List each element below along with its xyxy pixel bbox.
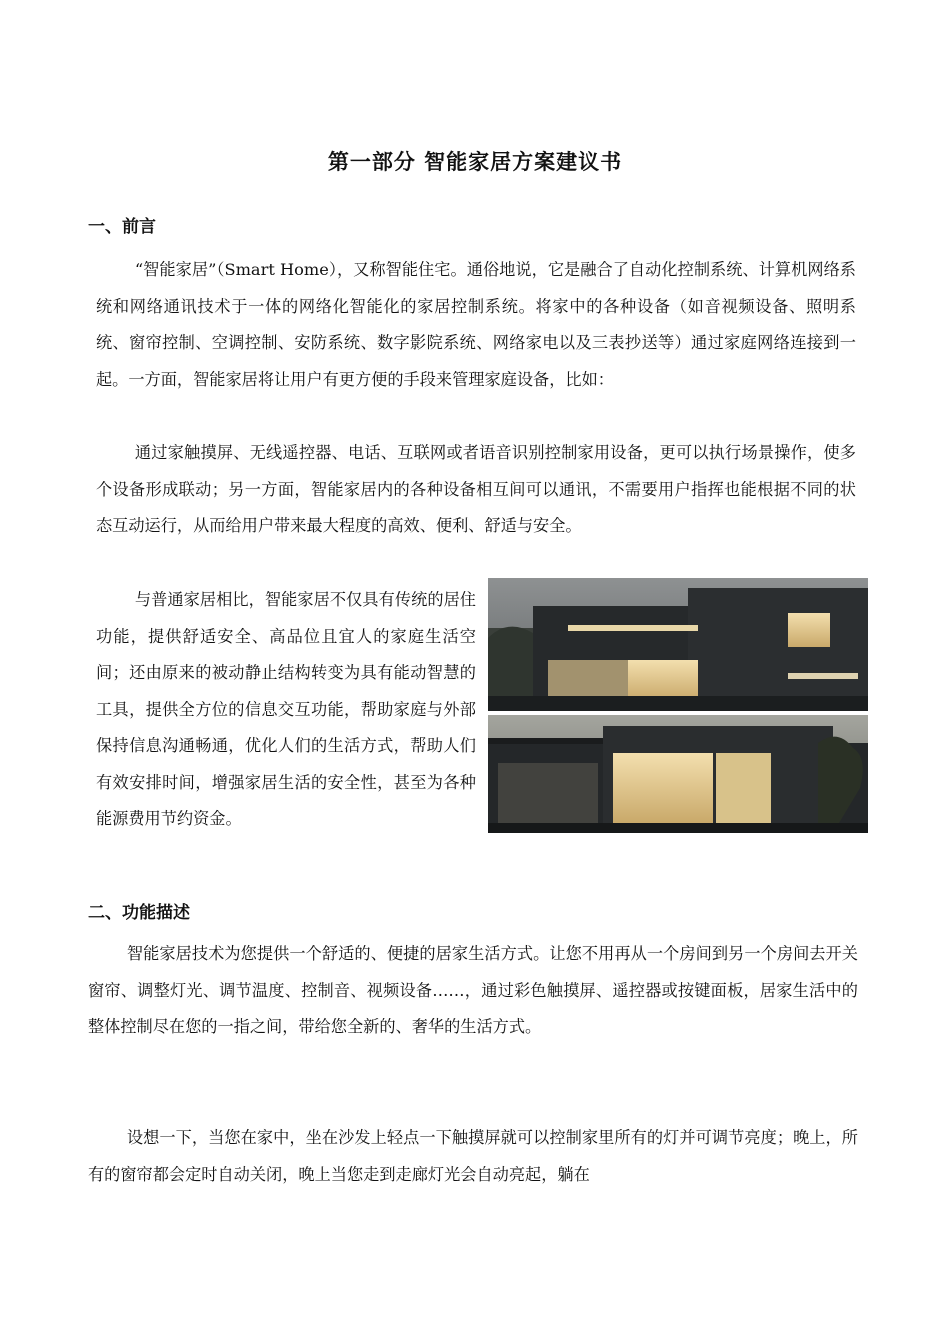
paragraph-scenario: 设想一下，当您在家中，坐在沙发上轻点一下触摸屏就可以控制家里所有的灯并可调节亮度；晚上，所有的窗帘都会定时自动关闭，晚上当您走到走廊灯光会自动亮起，躺在 xyxy=(88,1128,858,1184)
paragraph-comparison: 与普通家居相比，智能家居不仅具有传统的居住功能，提供舒适安全、高品位且宜人的家庭生活空间；还由原来的被动静止结构转变为具有能动智慧的工具，提供全方位的信息交互功能，帮助家庭与外部保持信息沟通畅通，优化人们的生活方式，帮助人们有效安排时间，增强家居生活的安全性，甚至为各种能源费用节约资金。 xyxy=(96,590,476,828)
section-heading-preface: 一、前言 xyxy=(88,217,156,237)
section-heading-features: 二、功能描述 xyxy=(88,903,190,923)
paragraph-device-control: 通过家触摸屏、无线遥控器、电话、互联网或者语音识别控制家用设备，更可以执行场景操作，使多个设备形成联动；另一方面，智能家居内的各种设备相互间可以通讯，不需要用户指挥也能根据不同的状态互动运行，从而给用户带来最大程度的高效、便利、舒适与安全。 xyxy=(96,443,856,535)
page-title: 第一部分 智能家居方案建议书 xyxy=(327,150,623,174)
house-photo xyxy=(488,578,868,833)
paragraph-smart-home-definition: “智能家居”（Smart Home），又称智能住宅。通俗地说，它是融合了自动化控制系统、计算机网络系统和网络通讯技术于一体的网络化智能化的家居控制系统。将家中的各种设备（如音视频设备、照明系统、窗帘控制、空调控制、安防系统、数字影院系统、网络家电以及三表抄送等）通过家庭网络连接到一起。一方面，智能家居将让用户有更方便的手段来管理家庭设备，比如： xyxy=(96,260,856,389)
paragraph-features-intro: 智能家居技术为您提供一个舒适的、便捷的居家生活方式。让您不用再从一个房间到另一个房间去开关窗帘、调整灯光、调节温度、控制音、视频设备……，通过彩色触摸屏、遥控器或按键面板，居家生活中的整体控制尽在您的一指之间，带给您全新的、奢华的生活方式。 xyxy=(88,944,858,1036)
